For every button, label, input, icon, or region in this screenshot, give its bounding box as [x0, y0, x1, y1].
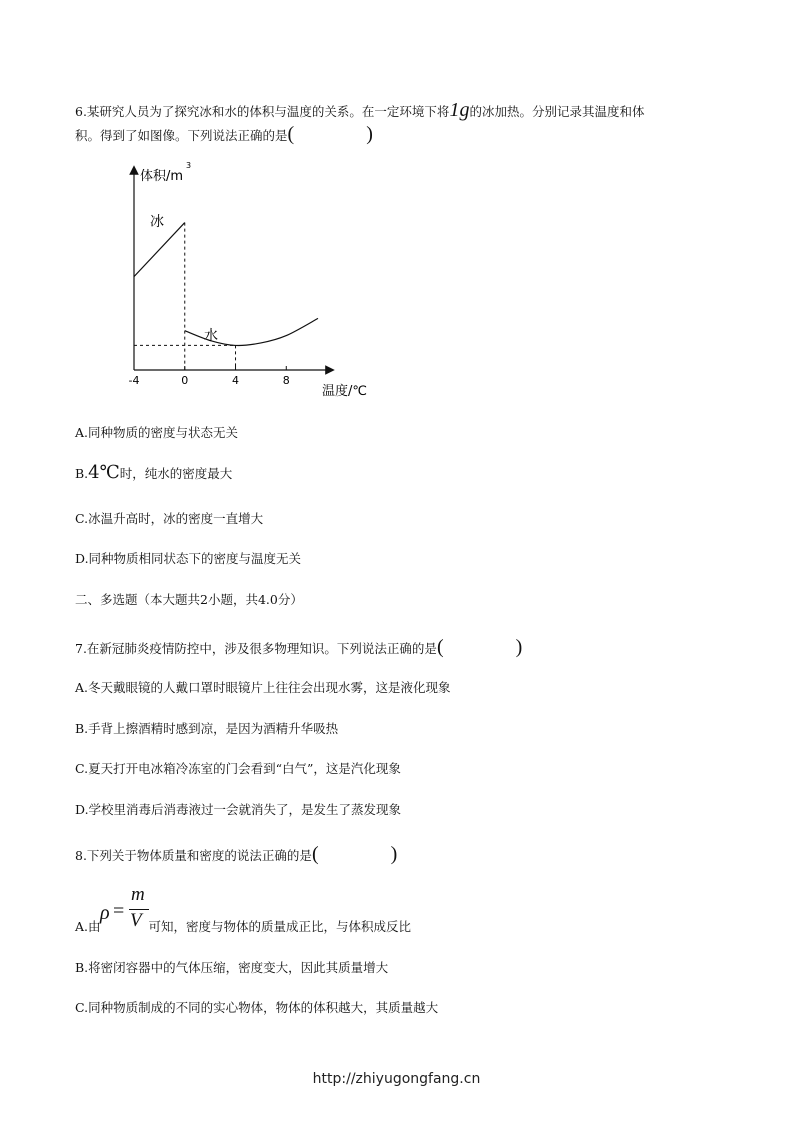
y-axis-label-superscript: 3 — [186, 161, 192, 170]
x-axis-label: 温度/℃ — [322, 384, 367, 399]
q6-stem-part2: 的冰加热。分别记录其温度和体 — [469, 104, 645, 119]
q6-option-b — [75, 462, 233, 483]
q6-option-d: D.同种物质相同状态下的密度与温度无关 — [75, 551, 302, 566]
q7-stem: 7.在新冠肺炎疫情防控中，涉及很多物理知识。下列说法正确的是 — [75, 641, 437, 656]
y-axis-label: 体积/m — [140, 169, 184, 184]
x-tick-label: 0 — [181, 374, 189, 387]
q6-option-b-temp: 4℃ — [88, 462, 120, 483]
section-heading: 二、多选题（本大题共2小题，共4.0分） — [75, 592, 303, 607]
ice-water-volume-graph — [118, 158, 388, 403]
q6-answer-close-paren: ) — [366, 123, 373, 145]
q6-option-b-prefix: B. — [75, 466, 89, 481]
q6-answer-open-paren: ( — [287, 123, 295, 145]
series-ice-line — [134, 223, 185, 277]
q6-stem-line1 — [75, 99, 645, 121]
q8-option-a-prefix: A.由 — [75, 919, 101, 934]
q6-option-b-text: 时，纯水的密度最大 — [119, 466, 233, 481]
q6-stem-line2 — [75, 123, 373, 145]
x-tick-label: 4 — [232, 374, 240, 387]
q8-option-a-text: 可知，密度与物体的质量成正比，与体积成反比 — [148, 919, 412, 934]
q7-option-d: D.学校里消毒后消毒液过一会就消失了，是发生了蒸发现象 — [75, 802, 402, 817]
series-ice-label: 冰 — [150, 214, 164, 230]
q8-stem: 8.下列关于物体质量和密度的说法正确的是 — [75, 848, 312, 863]
formula-denominator: V — [130, 910, 142, 931]
q7-option-c: C.夏天打开电冰箱冷冻室的门会看到“白气”，这是汽化现象 — [75, 761, 401, 776]
q7-stem-line — [75, 636, 523, 658]
formula-rho: ρ — [100, 902, 110, 924]
formula-numerator: m — [131, 884, 145, 905]
formula-equals: = — [113, 900, 125, 922]
x-tick-labels — [129, 366, 290, 387]
q6-option-a: A.同种物质的密度与状态无关 — [75, 425, 239, 440]
q6-stem-part3: 积。得到了如图像。下列说法正确的是 — [75, 128, 288, 143]
q6-option-c: C.冰温升高时，冰的密度一直增大 — [75, 511, 264, 526]
q6-mass: 1g — [449, 99, 470, 121]
q8-stem-line — [75, 843, 398, 865]
x-tick-label: 8 — [282, 374, 290, 387]
q7-answer-open-paren: ( — [436, 636, 444, 658]
q6-stem-part1: 6.某研究人员为了探究冰和水的体积与温度的关系。在一定环境下将 — [75, 104, 450, 119]
q8-option-b: B.将密闭容器中的气体压缩，密度变大，因此其质量增大 — [75, 960, 389, 975]
q8-answer-close-paren: ) — [390, 843, 398, 865]
footer-url[interactable]: http://zhiyugongfang.cn — [312, 1071, 481, 1087]
series-water-label: 水 — [204, 328, 218, 344]
x-tick-label: -4 — [128, 374, 140, 387]
q7-option-b: B.手背上擦酒精时感到凉，是因为酒精升华吸热 — [75, 721, 339, 736]
q8-answer-open-paren: ( — [311, 843, 319, 865]
q7-option-a: A.冬天戴眼镜的人戴口罩时眼镜片上往往会出现水雾，这是液化现象 — [75, 680, 451, 695]
q7-answer-close-paren: ) — [515, 636, 523, 658]
q8-option-a — [75, 919, 411, 935]
q8-option-c: C.同种物质制成的不同的实心物体，物体的体积越大，其质量越大 — [75, 1000, 439, 1015]
